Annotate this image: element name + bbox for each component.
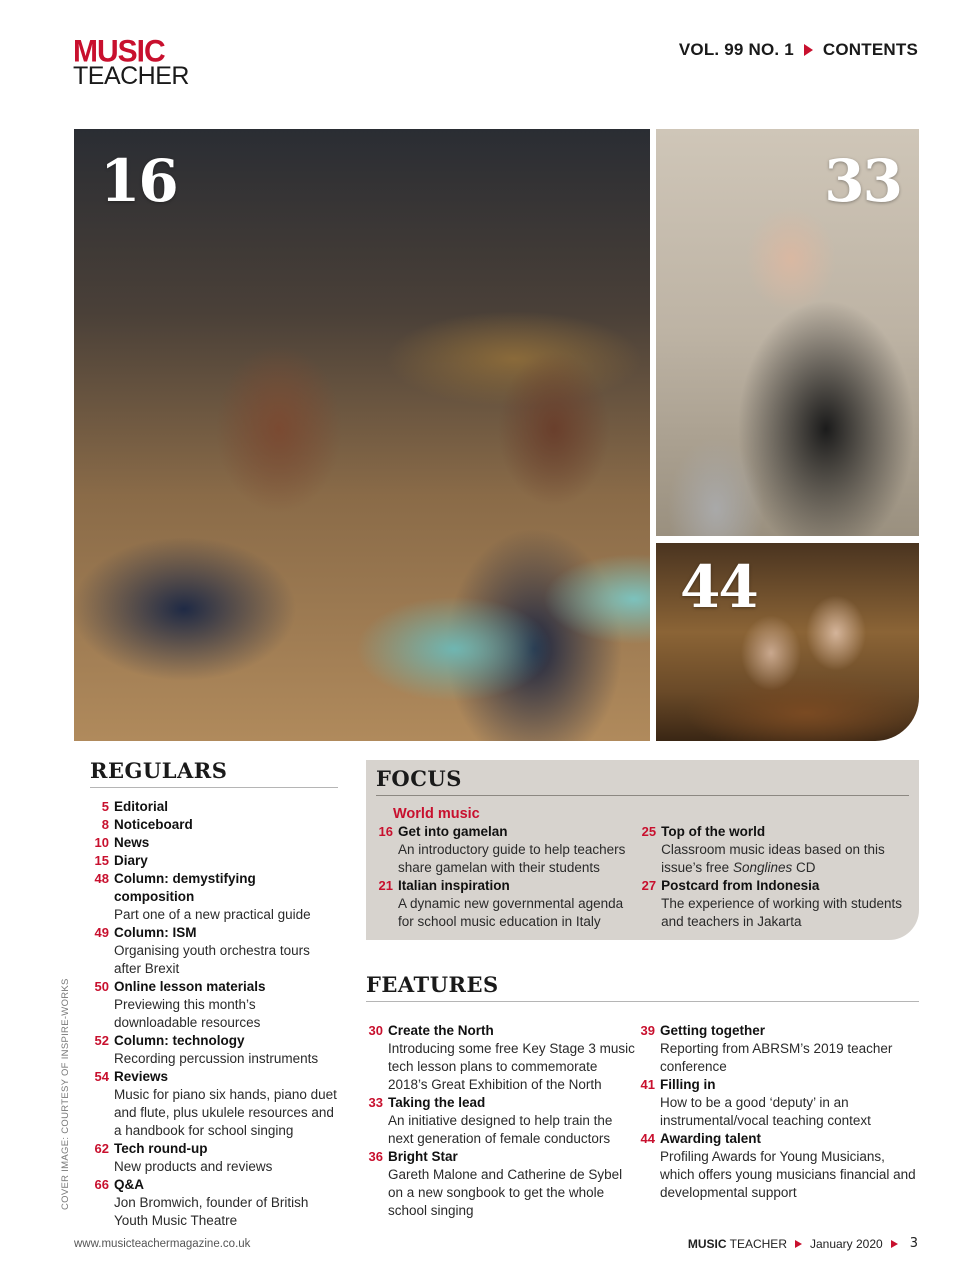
conductor-photo: [656, 129, 919, 536]
entry-page-number: 36: [368, 1149, 383, 1164]
arrow-right-icon: [795, 1240, 802, 1248]
entry-body: [660, 1130, 917, 1202]
entry-body: [661, 877, 909, 931]
contents-entry[interactable]: [90, 852, 338, 870]
focus-column-left: [374, 823, 637, 931]
contents-entry[interactable]: [90, 1140, 338, 1176]
entry-page-number: 48: [94, 871, 109, 886]
contents-entry[interactable]: [90, 834, 338, 852]
entry-description: Previewing this month’s downloadable resources: [114, 997, 261, 1030]
entry-title: Getting together: [660, 1023, 765, 1038]
entry-title: Filling in: [660, 1077, 716, 1092]
entry-description: Introducing some free Key Stage 3 music tech lesson plans to commemorate 2018’s Great Exhibition of the North: [388, 1041, 635, 1092]
photo-page-number: 16: [100, 147, 177, 215]
regulars-heading: REGULARS: [90, 758, 338, 788]
entry-description: Reporting from ABRSM’s 2019 teacher conference: [660, 1041, 893, 1074]
entry-title: Column: technology: [114, 1033, 245, 1048]
arrow-right-icon: [804, 44, 813, 56]
entry-title: Top of the world: [661, 824, 766, 839]
entry-title: Diary: [114, 853, 148, 868]
entry-body: [388, 1148, 636, 1220]
focus-heading: FOCUS: [376, 766, 909, 796]
folio: [688, 1236, 918, 1251]
entry-page-number: 44: [640, 1131, 655, 1146]
entry-body: [114, 1176, 338, 1230]
entry-body: [114, 1140, 338, 1176]
contents-entry[interactable]: [90, 1176, 338, 1230]
contents-entry[interactable]: [90, 1068, 338, 1140]
entry-body: [114, 978, 338, 1032]
features-section: [366, 972, 919, 1220]
regulars-list: [90, 798, 338, 1230]
entry-page-number: 62: [94, 1141, 109, 1156]
entry-page-number: 10: [94, 835, 109, 850]
entry-title: Q&A: [114, 1177, 144, 1192]
contents-entry[interactable]: [364, 1022, 636, 1094]
entry-body: [114, 798, 338, 816]
entry-description: An initiative designed to help train the next generation of female conductors: [388, 1113, 613, 1146]
entry-body: [114, 924, 338, 978]
desc-italic-title: Songlines: [732, 860, 793, 875]
contents-entry[interactable]: [636, 1022, 917, 1076]
focus-section: [366, 760, 919, 940]
entry-description: Part one of a new practical guide: [114, 907, 311, 922]
entry-page-number: 52: [94, 1033, 109, 1048]
entry-body: [114, 870, 338, 924]
entry-title: Awarding talent: [660, 1131, 762, 1146]
contents-entry[interactable]: [374, 877, 637, 931]
contents-entry[interactable]: [636, 1076, 917, 1130]
contents-entry[interactable]: [637, 877, 909, 931]
features-column-right: [636, 1022, 917, 1220]
entry-page-number: 50: [94, 979, 109, 994]
entry-title: Noticeboard: [114, 817, 193, 832]
contents-entry[interactable]: [90, 924, 338, 978]
entry-title: Taking the lead: [388, 1095, 486, 1110]
entry-body: [114, 816, 338, 834]
footer-mag-bold: MUSIC: [687, 1236, 727, 1251]
contents-entry[interactable]: [364, 1094, 636, 1148]
entry-description: New products and reviews: [114, 1159, 273, 1174]
footer-magazine-name: [688, 1237, 787, 1251]
entry-description: Gareth Malone and Catherine de Sybel on a new songbook to get the whole school singing: [388, 1167, 623, 1218]
entry-body: [114, 852, 338, 870]
focus-column-right: [637, 823, 909, 931]
entry-body: [661, 823, 909, 877]
piano-photo: [656, 543, 919, 741]
entry-page-number: 41: [640, 1077, 655, 1092]
entry-page-number: 5: [101, 799, 109, 814]
contents-entry[interactable]: [636, 1130, 917, 1202]
entry-title: Reviews: [114, 1069, 169, 1084]
section-label: CONTENTS: [822, 40, 918, 59]
entry-description: Music for piano six hands, piano duet and flute, plus ukulele resources and a handbook for school singing: [114, 1087, 337, 1138]
entry-page-number: 25: [641, 824, 657, 839]
entry-title: Editorial: [114, 799, 169, 814]
gamelan-photo: [74, 129, 650, 741]
entry-description: Organising youth orchestra tours after Brexit: [114, 943, 310, 976]
focus-subheading: World music: [393, 806, 480, 822]
entry-body: [388, 1094, 636, 1148]
volume-label: VOL. 99 NO. 1: [678, 40, 794, 59]
entry-description: Recording percussion instruments: [114, 1051, 319, 1066]
entry-body: [114, 1068, 338, 1140]
entry-title: Italian inspiration: [398, 878, 510, 893]
page-number: 3: [909, 1236, 918, 1251]
logo-teacher: TEACHER: [73, 62, 189, 90]
contents-entry[interactable]: [90, 816, 338, 834]
entry-title: Online lesson materials: [114, 979, 266, 994]
desc-text: CD: [792, 860, 816, 875]
entry-body: [660, 1076, 917, 1130]
entry-page-number: 66: [94, 1177, 109, 1192]
entry-page-number: 33: [368, 1095, 383, 1110]
desc-text: Classroom music ideas based on this issue’s free: [661, 842, 885, 875]
photo-credit: COVER IMAGE: COURTESY OF INSPIRE-WORKS: [60, 978, 71, 1210]
entry-title: Postcard from Indonesia: [661, 878, 820, 893]
entry-title: Tech round-up: [114, 1141, 208, 1156]
entry-description: A dynamic new governmental agenda for school music education in Italy: [398, 896, 624, 929]
issue-date: January 2020: [809, 1236, 883, 1251]
entry-page-number: 30: [368, 1023, 383, 1038]
entry-page-number: 54: [94, 1069, 109, 1084]
features-column-left: [364, 1022, 636, 1220]
entry-description: [661, 841, 909, 877]
entry-title: News: [114, 835, 150, 850]
contents-entry[interactable]: [374, 823, 637, 877]
entry-page-number: 39: [640, 1023, 655, 1038]
contents-entry[interactable]: [90, 1032, 338, 1068]
entry-body: [114, 834, 338, 852]
logo-music: MUSIC: [73, 34, 165, 69]
contents-entry[interactable]: [90, 870, 338, 924]
photo-page-number: 44: [680, 553, 757, 621]
contents-entry[interactable]: [637, 823, 909, 877]
entry-body: [388, 1022, 636, 1094]
features-heading: FEATURES: [366, 972, 919, 1002]
photo-page-number: 33: [824, 147, 901, 215]
entry-page-number: 8: [101, 817, 109, 832]
entry-body: [114, 1032, 338, 1068]
website-link[interactable]: www.musicteachermagazine.co.uk: [74, 1238, 251, 1250]
masthead: [679, 40, 918, 60]
entry-description: Profiling Awards for Young Musicians, which offers young musicians financial and developmental support: [660, 1149, 916, 1200]
contents-entry[interactable]: [90, 978, 338, 1032]
entry-page-number: 21: [378, 878, 393, 893]
entry-description: An introductory guide to help teachers share gamelan with their students: [398, 842, 626, 875]
entry-description: How to be a good ‘deputy’ in an instrumental/vocal teaching context: [660, 1095, 871, 1128]
entry-title: Bright Star: [388, 1149, 458, 1164]
entry-page-number: 16: [378, 824, 393, 839]
regulars-section: [90, 758, 338, 1230]
contents-entry[interactable]: [364, 1148, 636, 1220]
footer-mag-rest: TEACHER: [729, 1236, 787, 1251]
entry-title: Get into gamelan: [398, 824, 508, 839]
entry-body: [398, 877, 637, 931]
entry-page-number: 49: [94, 925, 109, 940]
magazine-logo: [73, 34, 189, 90]
entry-page-number: 27: [641, 878, 657, 893]
entry-title: Column: demystifying composition: [114, 871, 256, 904]
entry-page-number: 15: [94, 853, 109, 868]
entry-body: [398, 823, 637, 877]
contents-entry[interactable]: [90, 798, 338, 816]
entry-body: [660, 1022, 917, 1076]
entry-title: Column: ISM: [114, 925, 197, 940]
entry-description: The experience of working with students and teachers in Jakarta: [661, 896, 903, 929]
entry-title: Create the North: [388, 1023, 494, 1038]
arrow-right-icon: [891, 1240, 898, 1248]
entry-description: Jon Bromwich, founder of British Youth Music Theatre: [114, 1195, 309, 1228]
